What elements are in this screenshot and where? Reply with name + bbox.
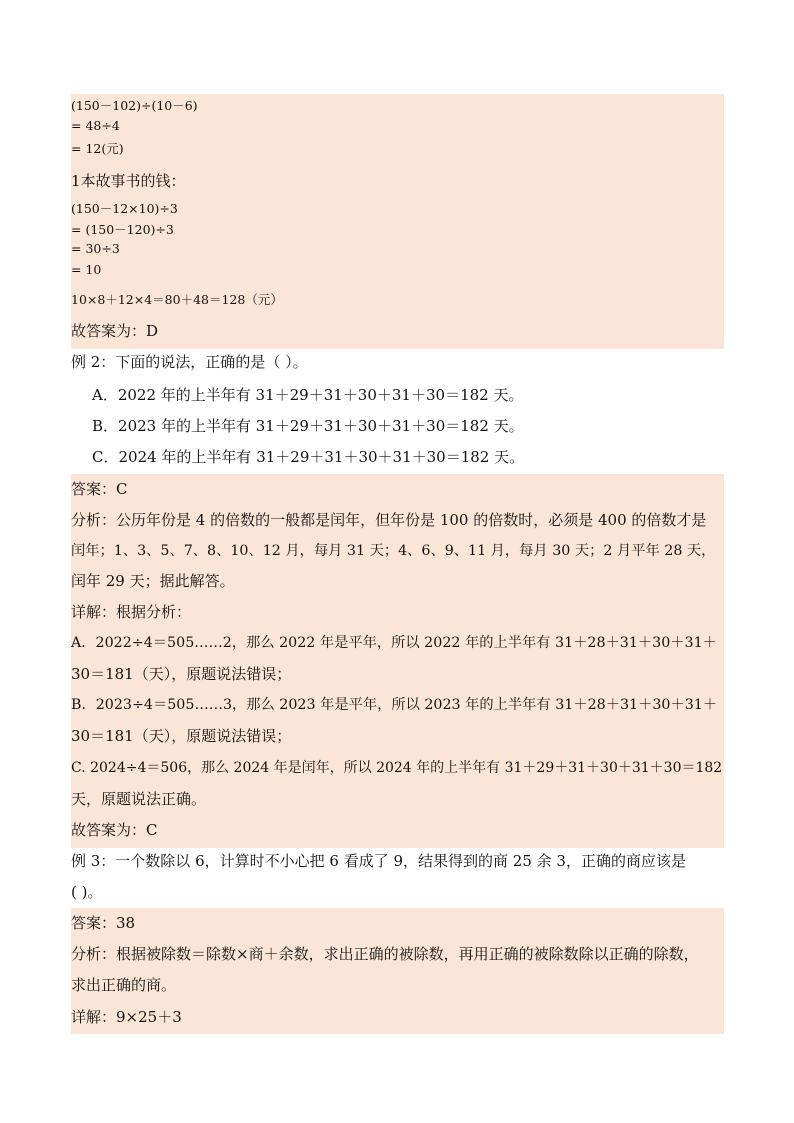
example2-question: 例 2：下面的说法，正确的是（ ）。 [71, 353, 308, 371]
answer-d: 故答案为：D [71, 322, 159, 340]
example2-answer: 答案：C [71, 480, 128, 498]
example2-option-a: A．2022 年的上半年有 31＋29＋31＋30＋31＋30＝182 天。 [92, 386, 524, 404]
example2-detail-line1: A．2022÷4＝505……2，那么 2022 年是平年，所以 2022 年的上半年有 31＋28＋31＋30＋31＋ [71, 635, 717, 651]
calc2-line1: (150－12×10)÷3 [71, 201, 178, 216]
example2-detail-line6: 天，原题说法正确。 [71, 790, 207, 808]
calc2-line3: = 30÷3 [71, 241, 120, 256]
example2-detail-title: 详解：根据分析： [71, 603, 192, 621]
example3-analysis-line2: 求出正确的商。 [71, 976, 177, 994]
example2-detail-line2: 30＝181（天），原题说法错误； [71, 665, 292, 683]
calc2-line2: = (150－120)÷3 [71, 222, 174, 237]
example2-final-answer: 故答案为：C [71, 821, 158, 839]
example3-question-line2: ( )。 [71, 883, 103, 901]
example3-question-line1: 例 3：一个数除以 6，计算时不小心把 6 看成了 9，结果得到的商 25 余 3，正确的商应该是 [71, 852, 686, 870]
example2-option-b: B．2023 年的上半年有 31＋29＋31＋30＋31＋30＝182 天。 [92, 417, 524, 435]
calc1-line3: = 12(元) [71, 141, 124, 156]
example2-analysis-line1: 分析：公历年份是 4 的倍数的一般都是闰年，但年份是 100 的倍数时，必须是 400 的倍数才是 [71, 511, 707, 529]
example2-analysis-line2: 闰年；1、3、5、7、8、10、12 月，每月 31 天；4、6、9、11 月，每月 30 天；2 月平年 28 天， [71, 543, 716, 559]
example2-analysis-line3: 闰年 29 天；据此解答。 [71, 572, 235, 590]
calc1-line2: = 48÷4 [71, 118, 120, 133]
example2-option-c: C．2024 年的上半年有 31＋29＋31＋30＋31＋30＝182 天。 [92, 448, 525, 466]
calc3-line: 10×8＋12×4＝80＋48＝128（元） [71, 292, 283, 307]
example3-analysis-line1: 分析：根据被除数＝除数×商＋余数，求出正确的被除数，再用正确的被除数除以正确的除数， [71, 945, 699, 963]
calc2-line4: = 10 [71, 262, 102, 277]
example2-detail-line5: C. 2024÷4＝506，那么 2024 年是闰年，所以 2024 年的上半年有 31＋29＋31＋30＋31＋30＝182 [71, 760, 723, 776]
story-book-label: 1本故事书的钱： [71, 172, 186, 190]
example3-answer: 答案：38 [71, 914, 136, 932]
calc1-line1: (150－102)÷(10－6) [71, 98, 198, 113]
example2-detail-line3: B．2023÷4＝505……3，那么 2023 年是平年，所以 2023 年的上半年有 31＋28＋31＋30＋31＋ [71, 697, 718, 713]
example3-detail: 详解：9×25＋3 [71, 1008, 182, 1026]
example2-detail-line4: 30＝181（天），原题说法错误； [71, 727, 292, 745]
